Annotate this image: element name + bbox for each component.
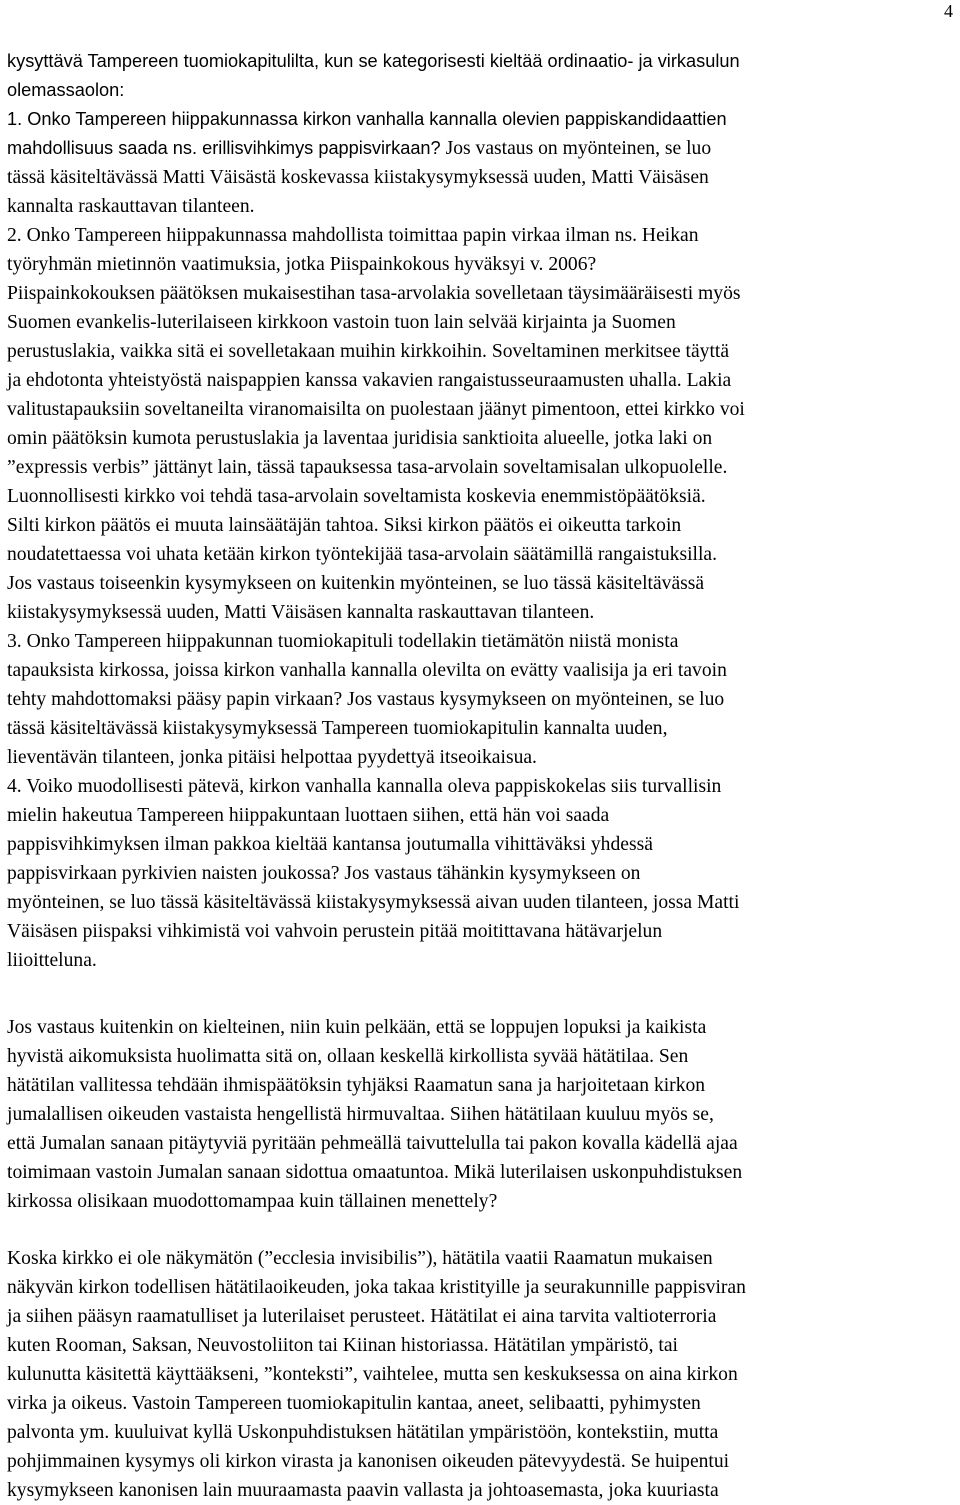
text-line: että Jumalan sanaan pitäytyviä pyritään pehmeällä taivuttelulla tai pakon kovalla kädellä ajaa [7,1133,738,1154]
text-line [7,134,951,163]
text-line: lieventävän tilanteen, jonka pitäisi helpottaa pyydettyä itseoikaisua. [7,747,537,768]
text-line: ”expressis verbis” jättänyt lain, tässä tapauksessa tasa-arvolain soveltamisalan ulkopuolelle. [7,457,728,478]
text-line: liioitteluna. [7,950,97,971]
text-line: virka ja oikeus. Vastoin Tampereen tuomiokapitulin kantaa, aneet, selibaatti, pyhimysten [7,1393,701,1414]
text-line: palvonta ym. kuuluivat kyllä Uskonpuhdistuksen hätätilan ympäristöön, kontekstiin, mutta [7,1422,719,1443]
text-line: työryhmän mietinnön vaatimuksia, jotka Piispainkokous hyväksyi v. 2006? [7,254,597,275]
text-line: 2. Onko Tampereen hiippakunnassa mahdollista toimittaa papin virkaa ilman ns. Heikan [7,225,699,246]
text-line: olemassaolon: [7,80,125,100]
text-line: ja ehdotonta yhteistyöstä naispappien kanssa vakavien rangaistusseuraamusten uhalla. Lakia [7,370,732,391]
text-line: toimimaan vastoin Jumalan sanaan sidottua omaatuntoa. Mikä luterilaisen uskonpuhdistuksen [7,1162,743,1183]
text-segment: Jos vastaus on myönteinen, se luo [440,138,712,159]
text-line: jumalallisen oikeuden vastaista hengellistä hirmuvaltaa. Siihen hätätilaan kuuluu myös se, [7,1104,714,1125]
text-line: Piispainkokouksen päätöksen mukaisestihan tasa-arvolakia sovelletaan täysimääräisesti myös [7,283,741,304]
text-line: tässä käsiteltävässä Matti Väisästä koskevassa kiistakysymyksessä uuden, Matti Väisäsen [7,167,709,188]
text-line: tapauksista kirkossa, joissa kirkon vanhalla kannalla olevilta on evätty vaalisija ja eri tavoin [7,660,727,681]
text-segment: mahdollisuus saada ns. erillisvihkimys pappisvirkaan? [7,138,441,158]
text-line: perustuslakia, vaikka sitä ei sovelletakaan muihin kirkkoihin. Soveltaminen merkitsee täyttä [7,341,730,362]
page-number: 4 [944,1,953,21]
text-line: tässä käsiteltävässä kiistakysymyksessä Tampereen tuomiokapitulin kannalta uuden, [7,718,668,739]
text-line: mielin hakeutua Tampereen hiippakuntaan luottaen siihen, että hän voi saada [7,805,610,826]
text-line: myönteinen, se luo tässä käsiteltävässä kiistakysymyksessä aivan uuden tilanteen, jossa Matti [7,892,740,913]
text-line: tehty mahdottomaksi pääsy papin virkaan? Jos vastaus kysymykseen on myönteinen, se luo [7,689,725,710]
text-line: kiistakysymyksessä uuden, Matti Väisäsen kannalta raskauttavan tilanteen. [7,602,595,623]
text-line: Luonnollisesti kirkko voi tehdä tasa-arvolain soveltamista koskevia enemmistöpäätöksiä. [7,486,706,507]
paragraph-emergency [7,1013,951,1216]
paragraph-invisible-church [7,1244,951,1505]
text-line: hyvistä aikomuksista huolimatta sitä on, ollaan keskellä kirkollista syvää hätätilaa. Sen [7,1046,689,1067]
text-line: kysymykseen kanonisen lain muuraamasta paavin vallasta ja johtoasemasta, joka kuuriasta [7,1480,719,1501]
text-line: 1. Onko Tampereen hiippakunnassa kirkon vanhalla kannalla olevien pappiskandidaattien [7,109,727,129]
text-line: pohjimmainen kysymys oli kirkon virasta ja kanonisen oikeuden pätevyydestä. Se huipentui [7,1451,730,1472]
text-line: näkyvän kirkon todellisen hätätilaoikeuden, joka takaa kristityille ja seurakunnille pappisviran [7,1277,746,1298]
text-line: 3. Onko Tampereen hiippakunnan tuomiokapituli todellakin tietämätön niistä monista [7,631,679,652]
paragraph-questions [7,47,951,975]
text-line: Koska kirkko ei ole näkymätön (”ecclesia invisibilis”), hätätila vaatii Raamatun mukaisen [7,1248,713,1269]
text-line: omin päätöksin kumota perustuslakia ja laventaa juridisia sanktioita alueelle, jotka laki on [7,428,713,449]
text-line: Jos vastaus kuitenkin on kielteinen, niin kuin pelkään, että se loppujen lopuksi ja kaikista [7,1017,707,1038]
text-line: Suomen evankelis-luterilaiseen kirkkoon vastoin tuon lain selvää kirjainta ja Suomen [7,312,676,333]
text-line: Jos vastaus toiseenkin kysymykseen on kuitenkin myönteinen, se luo tässä käsiteltävässä [7,573,705,594]
text-line: pappisvirkaan pyrkivien naisten joukossa? Jos vastaus tähänkin kysymykseen on [7,863,641,884]
text-line: Silti kirkon päätös ei muuta lainsäätäjän tahtoa. Siksi kirkon päätös ei oikeutta tarkoin [7,515,682,536]
text-line: 4. Voiko muodollisesti pätevä, kirkon vanhalla kannalla oleva pappiskokelas siis turvallisin [7,776,722,797]
text-line: ja siihen pääsyn raamatulliset ja luterilaiset perusteet. Hätätilat ei aina tarvita valtioterroria [7,1306,717,1327]
text-line: noudatettaessa voi uhata ketään kirkon työntekijää tasa-arvolain säätämillä rangaistuksilla. [7,544,718,565]
text-line: kirkossa olisikaan muodottomampaa kuin tällainen menettely? [7,1191,498,1212]
text-line: hätätilan vallitessa tehdään ihmispäätöksin tyhjäksi Raamatun sana ja harjoitetaan kirkon [7,1075,706,1096]
text-line: Väisäsen piispaksi vihkimistä voi vahvoin perustein pitää moitittavana hätävarjelun [7,921,663,942]
text-line: valitustapauksiin soveltaneilta viranomaisilta on puolestaan jäänyt pimentoon, ettei kirkko voi [7,399,745,420]
text-line: pappisvihkimyksen ilman pakkoa kieltää kantansa joutumalla vihittäväksi yhdessä [7,834,653,855]
text-line: kysyttävä Tampereen tuomiokapitulilta, kun se kategorisesti kieltää ordinaatio- ja virkasulun [7,51,740,71]
text-line: kannalta raskauttavan tilanteen. [7,196,255,217]
text-line: kulunutta käsitettä käyttääkseni, ”konteksti”, vaihtelee, mutta sen keskuksessa on aina kirkon [7,1364,738,1385]
text-line: kuten Rooman, Saksan, Neuvostoliiton tai Kiinan historiassa. Hätätilan ympäristö, tai [7,1335,678,1356]
